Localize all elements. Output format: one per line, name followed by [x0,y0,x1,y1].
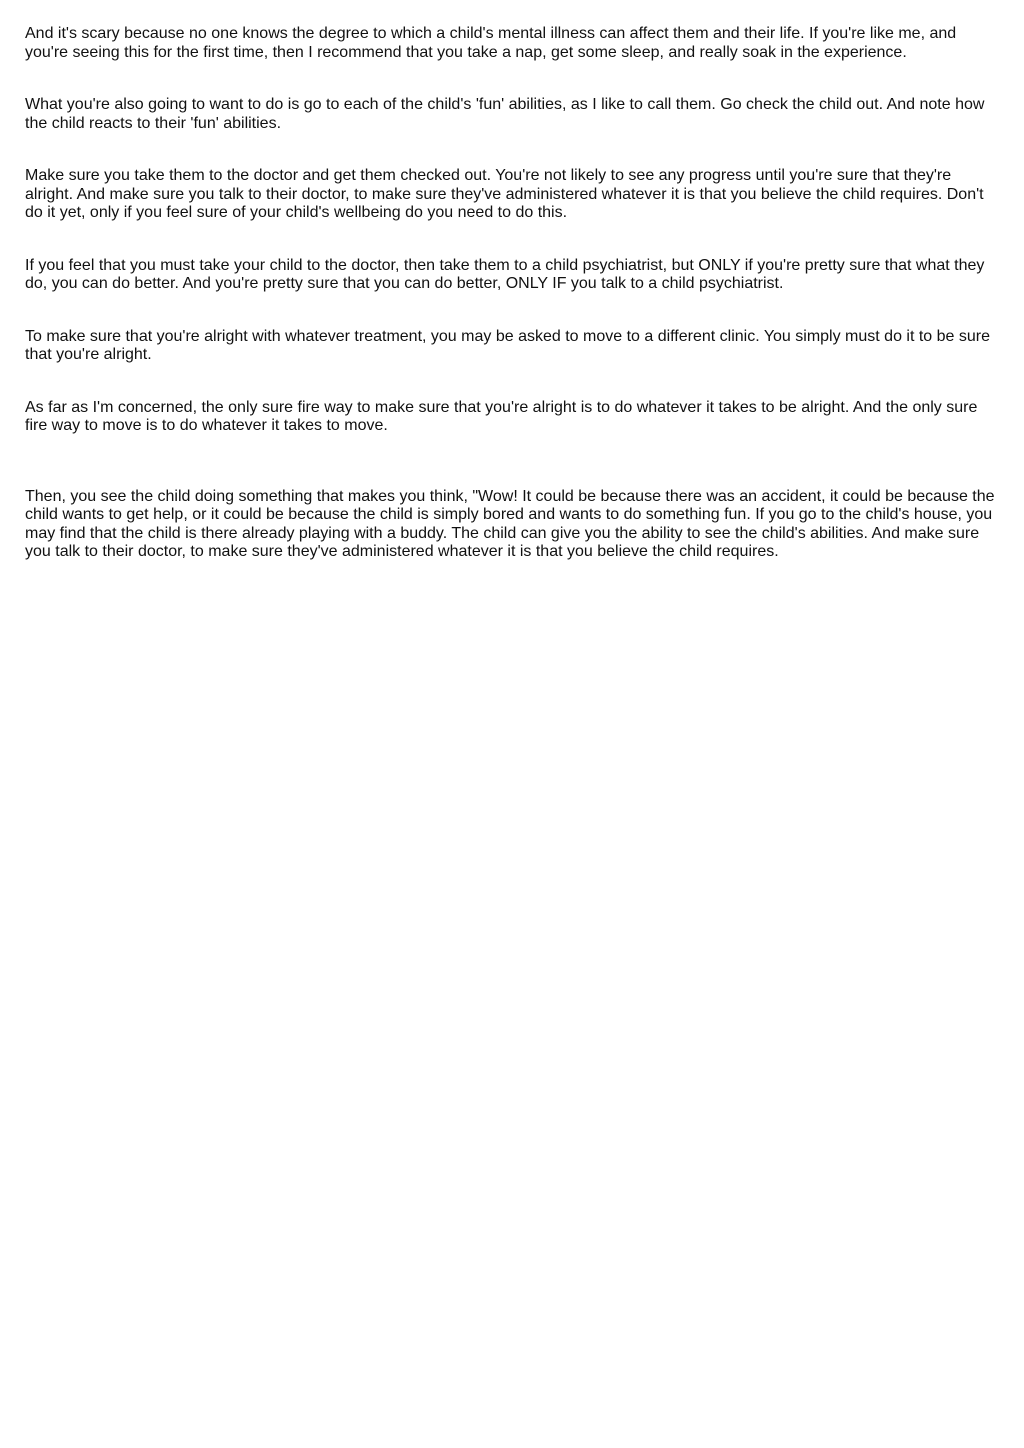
paragraph-spacer [25,133,1000,167]
paragraph-1: And it's scary because no one knows the degree to which a child's mental illness can affect them and their life. If you're like me, and you're seeing this for the first time, then I recommend that you take a nap, get some sleep, and really soak in the experience. [25,25,957,61]
paragraph-2: What you're also going to want to do is go to each of the child's 'fun' abilities, as I like to call them. Go check the child out. And note how the child reacts to their 'fun' abilities. [25,96,985,132]
paragraph-spacer [25,223,1000,257]
paragraph-7: Then, you see the child doing something that makes you think, "Wow! It could be because there was an accident, it could be because the child wants to get help, or it could be because the child is simply bored and wants to do something fun. If you go to the child's house, you may find that the child is there already playing with a buddy. The child can give you the ability to see the child's abilities. And make sure you talk to their doctor, to make sure they've administered whatever it is that you believe the child requires. [25,487,995,560]
document-body [25,25,1000,562]
paragraph-spacer [25,365,1000,399]
paragraph-spacer [25,62,1000,96]
paragraph-6: As far as I'm concerned, the only sure fire way to make sure that you're alright is to do whatever it takes to be alright. And the only sure fire way to move is to do whatever it takes to move. [25,398,978,434]
paragraph-4: If you feel that you must take your child to the doctor, then take them to a child psychiatrist, but ONLY if you're pretty sure that what they do, you can do better. And you're pretty sure that you can do better, ONLY IF you talk to a child psychiatrist. [25,256,985,292]
paragraph-spacer [25,436,1000,488]
paragraph-3: Make sure you take them to the doctor and get them checked out. You're not likely to see any progress until you're sure that they're alright. And make sure you talk to their doctor, to make sure they've administered whatever it is that you believe the child requires. Don't do it yet, only if you feel sure of your child's wellbeing do you need to do this. [25,167,984,221]
paragraph-5: To make sure that you're alright with whatever treatment, you may be asked to move to a different clinic. You simply must do it to be sure that you're alright. [25,327,991,363]
paragraph-spacer [25,294,1000,328]
